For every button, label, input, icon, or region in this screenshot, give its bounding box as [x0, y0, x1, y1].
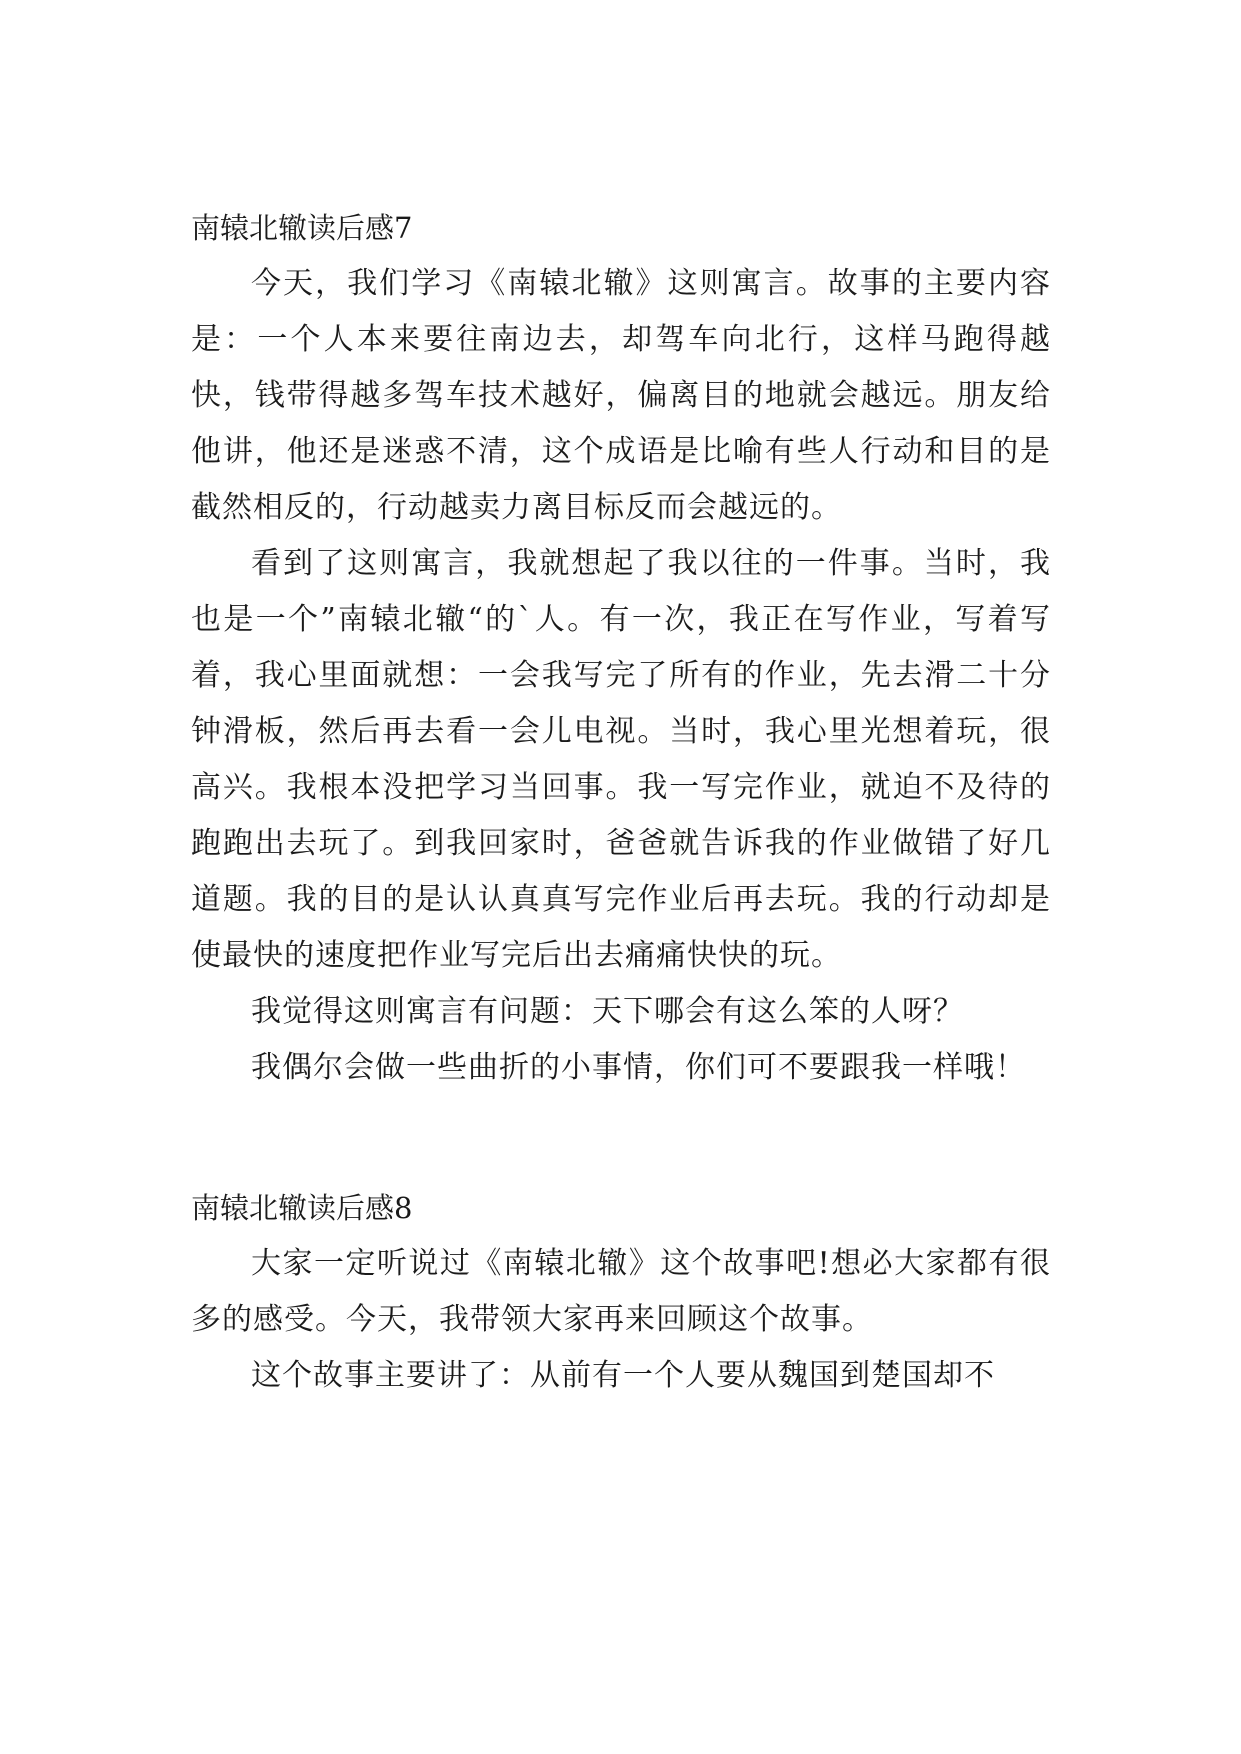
section-7 [191, 200, 1051, 1096]
paragraph: 大家一定听说过《南辕北辙》这个故事吧!想必大家都有很多的感受。今天，我带领大家再来回顾这个故事。 [191, 1246, 1051, 1337]
paragraph: 今天，我们学习《南辕北辙》这则寓言。故事的主要内容是：一个人本来要往南边去，却驾车向北行，这样马跑得越快，钱带得越多驾车技术越好，偏离目的地就会越远。朋友给他讲，他还是迷惑不清，这个成语是比喻有些人行动和目的是截然相反的，行动越卖力离目标反而会越远的。 [191, 266, 1051, 525]
paragraph: 看到了这则寓言，我就想起了我以往的一件事。当时，我也是一个”南辕北辙“的`人。有一次，我正在写作业，写着写着，我心里面就想：一会我写完了所有的作业，先去滑二十分钟滑板，然后再去看一会儿电视。当时，我心里光想着玩，很高兴。我根本没把学习当回事。我一写完作业，就迫不及待的跑跑出去玩了。到我回家时，爸爸就告诉我的作业做错了好几道题。我的目的是认认真真写完作业后再去玩。我的行动却是使最快的速度把作业写完后出去痛痛快快的玩。 [191, 546, 1051, 973]
paragraph: 我偶尔会做一些曲折的小事情，你们可不要跟我一样哦！ [251, 1050, 1026, 1085]
section-8 [191, 1180, 1051, 1404]
paragraph: 我觉得这则寓言有问题：天下哪会有这么笨的人呀？ [251, 994, 964, 1029]
section-title: 南辕北辙读后感7 [191, 211, 413, 245]
paragraph: 这个故事主要讲了：从前有一个人要从魏国到楚国却不 [251, 1358, 995, 1393]
section-title: 南辕北辙读后感8 [191, 1191, 413, 1225]
section-spacer [191, 1096, 1051, 1180]
document-body [191, 200, 1051, 1404]
